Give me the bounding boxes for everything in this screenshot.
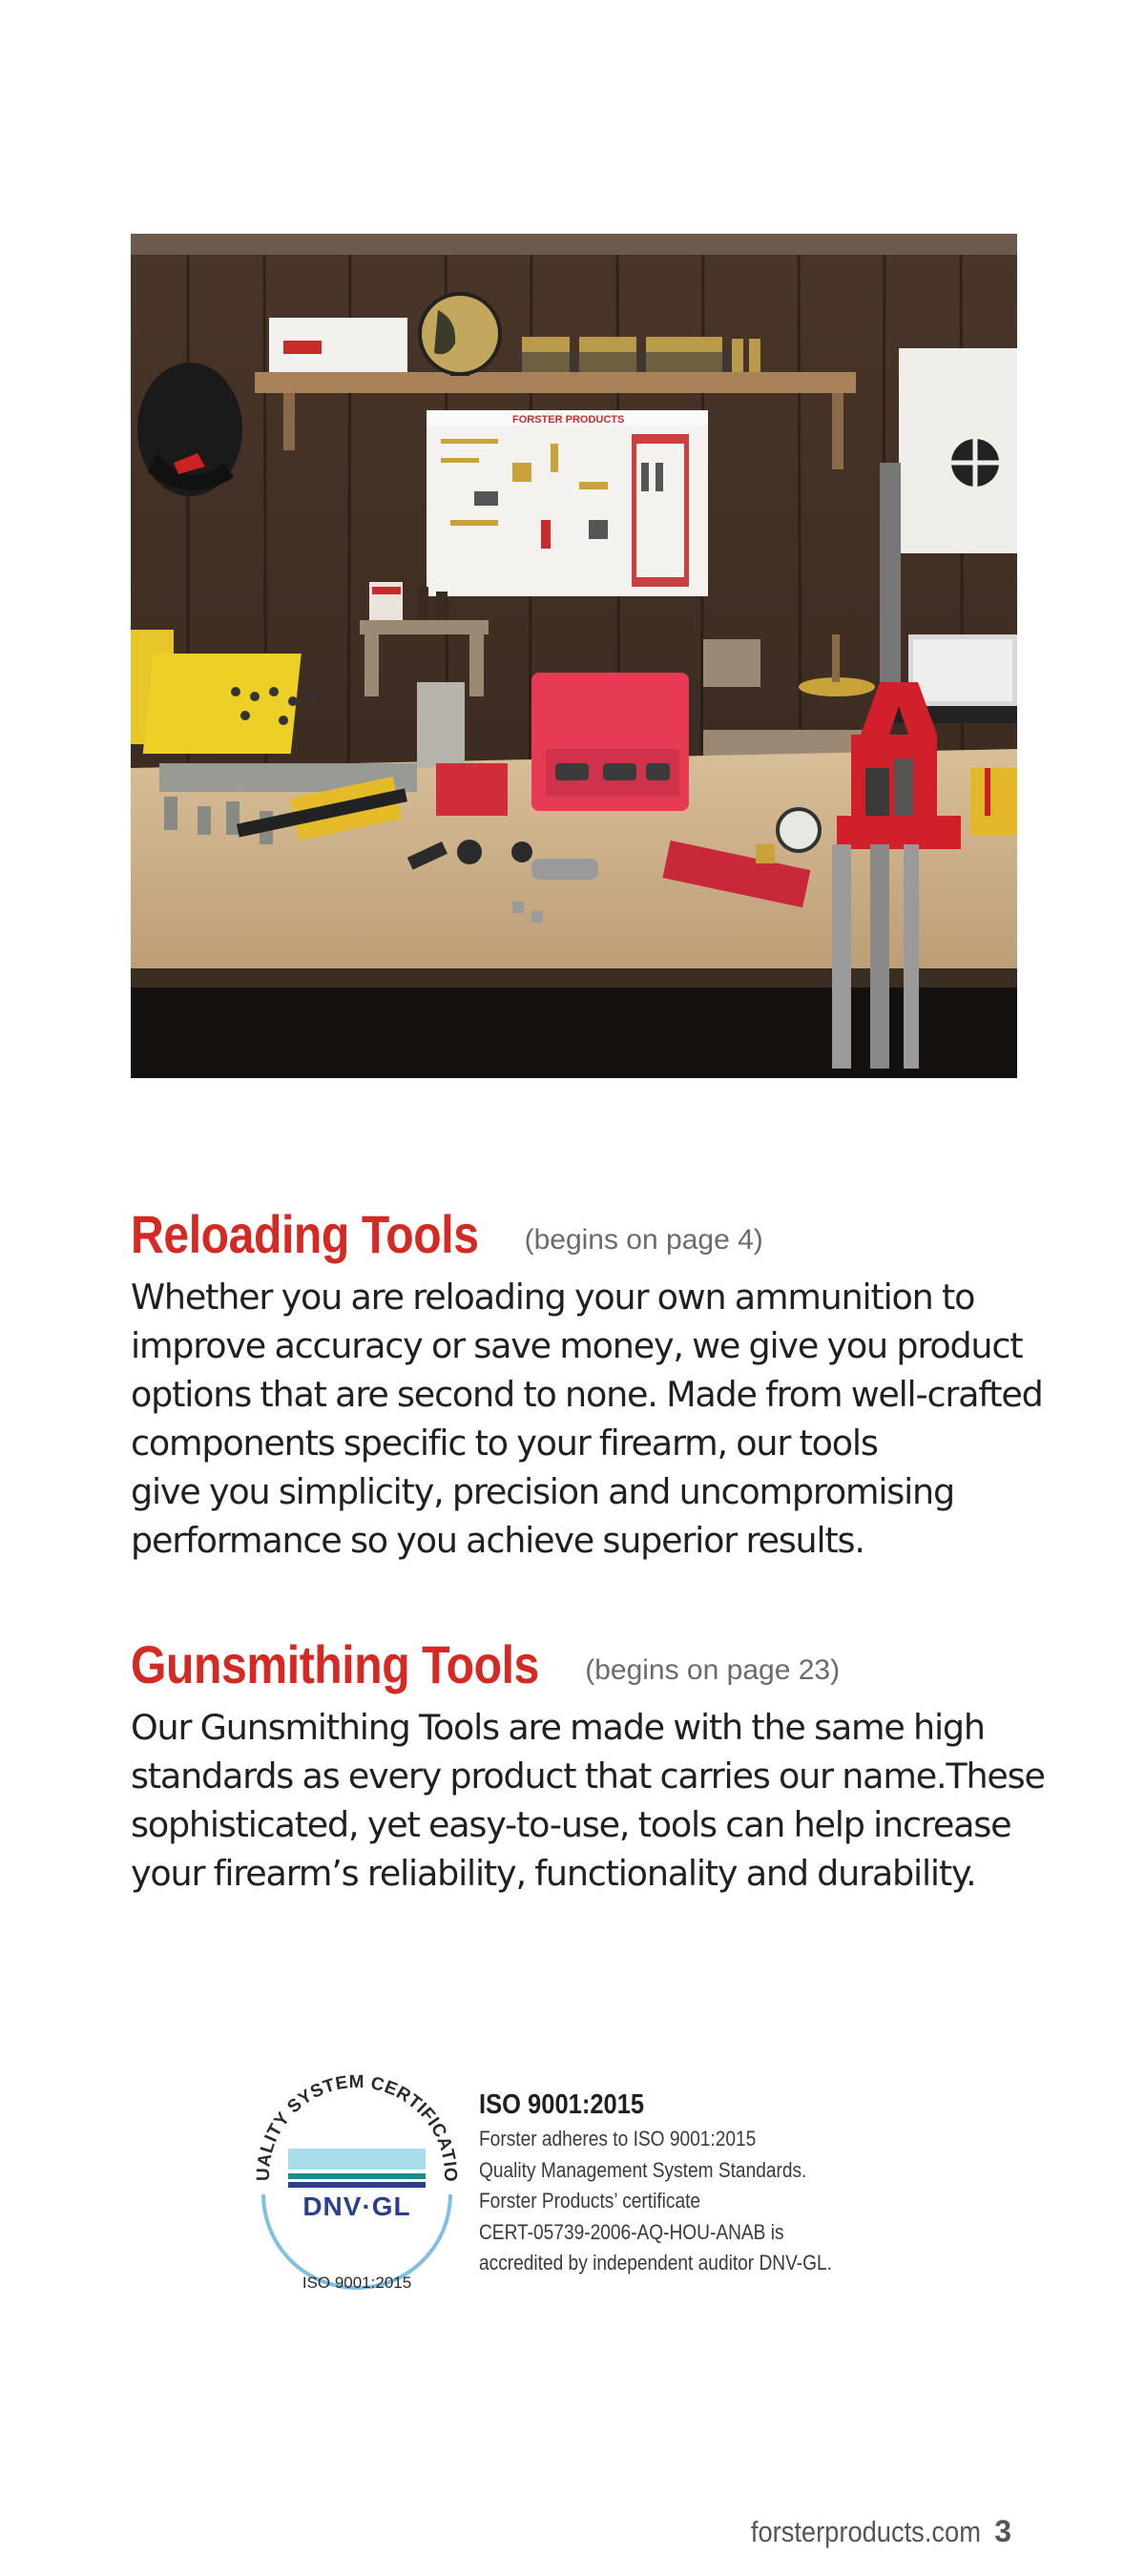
body-line: improve accuracy or save money, we give you product: [131, 1325, 1023, 1366]
cert-line: Quality Management System Standards.: [479, 2157, 807, 2182]
reloading-tools-section: [131, 1204, 1043, 1565]
gunsmithing-tools-description: [131, 1703, 1045, 1898]
seal-standard: ISO 9001:2015: [302, 2274, 412, 2292]
reloading-tools-description: [131, 1273, 1043, 1565]
poster-header: FORSTER PRODUCTS: [512, 414, 625, 426]
reloading-tools-heading: [131, 1204, 1028, 1265]
gunsmithing-tools-title: Gunsmithing Tools: [131, 1634, 539, 1694]
gunsmithing-tools-heading: [131, 1634, 1028, 1695]
reloading-tools-page-ref: (begins on page 4): [524, 1224, 763, 1256]
cert-line: CERT-05739-2006-AQ-HOU-ANAB is: [479, 2219, 784, 2244]
body-line: Our Gunsmithing Tools are made with the same high: [131, 1707, 985, 1748]
certification-title: ISO 9001:2015: [479, 2089, 645, 2120]
page-number: 3: [994, 2514, 1011, 2548]
seal-brand: DNV·GL: [302, 2192, 411, 2221]
dnv-gl-certification-logo: [242, 2061, 471, 2299]
footer-website[interactable]: forsterproducts.com: [750, 2515, 981, 2548]
body-line: Whether you are reloading your own ammunition to: [131, 1277, 975, 1318]
body-line: your firearm’s reliability, functionality and durability.: [131, 1853, 976, 1894]
reloading-tools-title: Reloading Tools: [131, 1204, 479, 1264]
cert-line: accredited by independent auditor DNV-GL.: [479, 2251, 832, 2275]
body-line: performance so you achieve superior results.: [131, 1520, 864, 1561]
body-line: give you simplicity, precision and uncompromising: [131, 1471, 954, 1512]
workshop-photo-illustration: [131, 234, 1017, 1078]
body-line: options that are second to none. Made from well-crafted: [131, 1374, 1043, 1415]
cert-line: Forster adheres to ISO 9001:2015: [479, 2127, 757, 2150]
gunsmithing-tools-page-ref: (begins on page 23): [585, 1654, 841, 1686]
seal-ring-text: UALITY SYSTEM CERTIFICATIO: [253, 2072, 461, 2183]
cert-line: Forster Products’ certificate: [479, 2189, 701, 2212]
body-line: components specific to your firearm, our tools: [131, 1423, 878, 1464]
certification-description: [479, 2124, 933, 2279]
body-line: standards as every product that carries our name.These: [131, 1755, 1045, 1797]
body-line: sophisticated, yet easy-to-use, tools can help increase: [131, 1804, 1011, 1845]
gunsmithing-tools-section: [131, 1634, 1045, 1898]
certification-seal-icon: [242, 2061, 471, 2299]
workshop-photo: [131, 234, 1017, 1078]
certification-text: [479, 2088, 937, 2279]
page-footer: [719, 2510, 1011, 2552]
